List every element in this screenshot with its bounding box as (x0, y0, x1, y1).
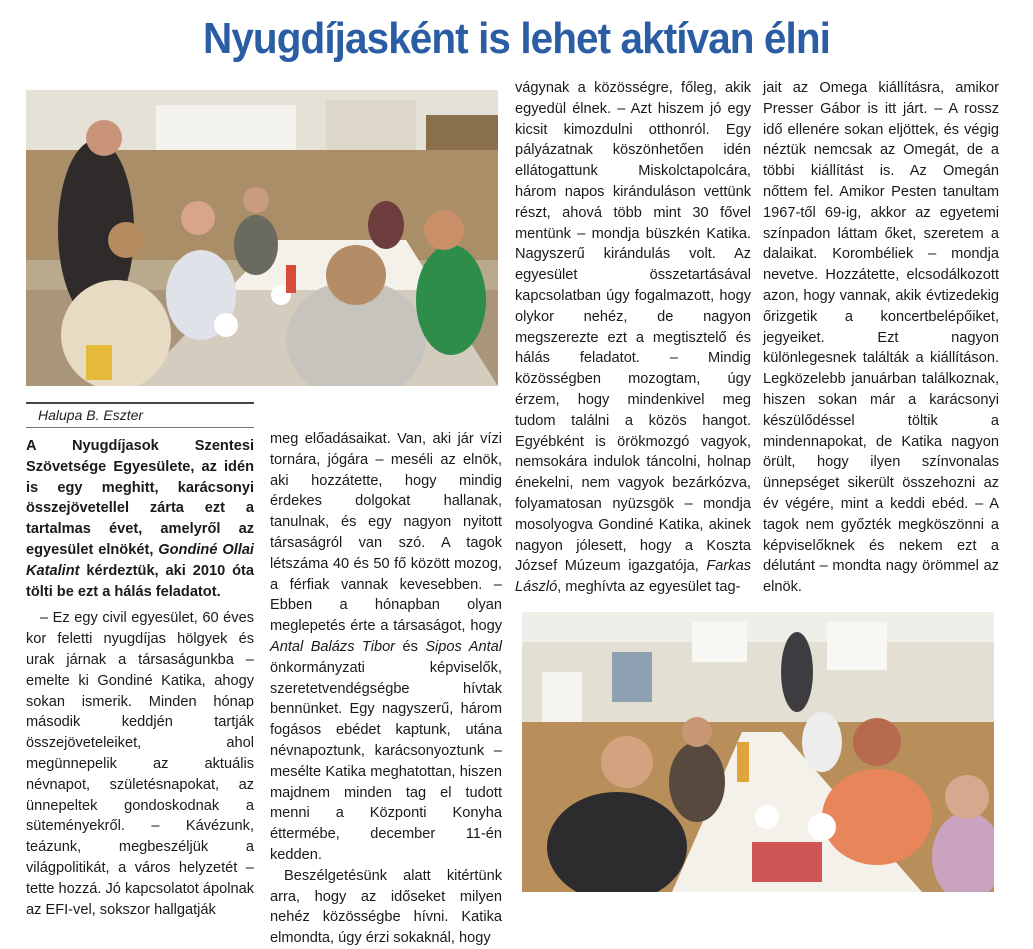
col3-text-2: , meghívta az egyesület tag- (557, 579, 741, 596)
col2-person-name-2: Sipos Antal (425, 638, 502, 655)
column-4 (763, 78, 999, 598)
col2-person-name-1: Antal Balázs Tibor (270, 638, 396, 655)
col2-text-2: önkormányzati képviselők, szeretetvendégségbe hívtak bennünket. Egy nagyszerű, három fogásos ebédet kaptunk, utána névnapoztunk, karácsonyoztunk – mesélte Katika meghatottan, hiszen majdnem minden tag el tudott menni a Központi Konyha éttermébe, december 11-én kedden. (270, 659, 502, 863)
lead-person-name: Gondiné Ollai Katalint (26, 541, 254, 579)
lead-text-2: kérdeztük, aki 2010 óta tölti be ezt a hálás feladatot. (26, 562, 254, 600)
col3-person-name: Farkas László (515, 558, 751, 596)
author-byline: Halupa B. Eszter (26, 402, 254, 428)
column-1 (26, 436, 254, 920)
photo-dinner-group (26, 90, 498, 386)
col2-text-1: meg előadásaikat. Van, aki jár vízi tornára, jógára – meséli az elnök, aki hozzátette, hogy mindig érdekes dolgokat hallanak, tanulnak, és egy nagyon nyitott társaságról van szó. A tagok létszáma 40 és 50 fő között mozog, a férfiak vannak kevesebben. – Ebben a hónapban olyan meglepetés érte a társaságot, hogy (270, 431, 502, 635)
column-3 (515, 78, 751, 598)
lead-text-1: A Nyugdíjasok Szentesi Szövetsége Egyesülete, az idén is egy meghitt, karácsonyi összejövetellel zárta ezt a tartalmas évet, amelyről az egyesület elnökét, (26, 438, 254, 558)
col3-text-1: vágynak a közösségre, főleg, akik egyedül élnek. – Azt hiszem jó egy kicsit kimozdulni otthonról. Egy pályázatnak köszönhetően idén ellátogattunk Miskolctapolcára, három napos kiránduláson vettünk részt, ahová több mint 30 fővel mentünk – mondja büszkén Katika. Nagyszerű kirándulás volt. Az egyesület összetartásával kapcsolatban úgy fogalmazott, hogy olykor nehéz, de nagyon megszerezte ezt a megtisztelő és hálás feladatot. – Mindig közösségben mozogtam, úgy érzem, hogy mindenkivel meg tudom találni a közös hangot. Egyébként is örökmozgó vagyok, nemsokára indulok táncolni, holnap énekelni, nem vagyok bezárkózva, folyamatosan nyüzsgök – mondja mosolyogva Gondiné Katika, akinek nagyon jólesett, hogy a Koszta József Múzeum igazgatója, (515, 80, 751, 575)
article-headline: Nyugdíjasként is lehet aktívan élni (203, 14, 830, 63)
column-1-body: – Ez egy civil egyesület, 60 éves kor feletti nyugdíjas hölgyek és urak járnak a társaságunkba – emelte ki Gondiné Katika, ahogy sokan ismerik. Minden hónap második keddjén tartják összejöveteleiket, ahol megünnepelik az aktuális névnapot, születésnapokat, az ünnepeltek gondoskodnak a süteményekről. – Kávézunk, teázunk, megbeszéljük a világpolitikát, a város helyzetét – tette hozzá. Jó kapcsolatot ápolnak az EFI-vel, sokszor hallgatják (26, 610, 254, 918)
photo-long-table-hall (522, 612, 994, 892)
column-2 (270, 429, 502, 949)
column-2-paragraph-1 (270, 429, 502, 866)
column-3-paragraph (515, 78, 751, 598)
column-4-paragraph: jait az Omega kiállításra, amikor Presser Gábor is itt járt. – A rossz idő ellenére sokan eljöttek, és végig néztük nemcsak az Omegát, de a többi kiállítást is. Az Omegán nőttem fel. Amikor Pesten tanultam 1967-től 69-ig, akkor az egyetemi színpadon láttam őket, szeretem a dalaikat. Korombéliek – mondja nevetve. Hozzátette, elcsodálkozott azon, hogy vannak, akik évtizedekig őrizgetik a koncertbelépőiket, jegyeiket. Ezt nagyon különlegesnek találták a kiállításon. Legközelebb januárban találkoznak, hiszen sokan már a karácsonyi készülődéssel töltik a mindennapokat, de Katika nagyon örült, hogy ilyen színvonalas ünnepséget sikerült összehozni az év végére, mint a keddi ebéd. – A tagok nem győzték megköszönni a képviselőknek és nekem ezt a délutánt – mondta nagy örömmel az elnök. (763, 80, 999, 596)
col2-text-and: és (395, 638, 426, 655)
article-lead (26, 436, 254, 602)
column-2-paragraph-2: Beszélgetésünk alatt kitértünk arra, hogy az időseket milyen nehéz közösségbe hívni. Katika elmondta, úgy érzi sokaknál, hogy (270, 867, 502, 947)
